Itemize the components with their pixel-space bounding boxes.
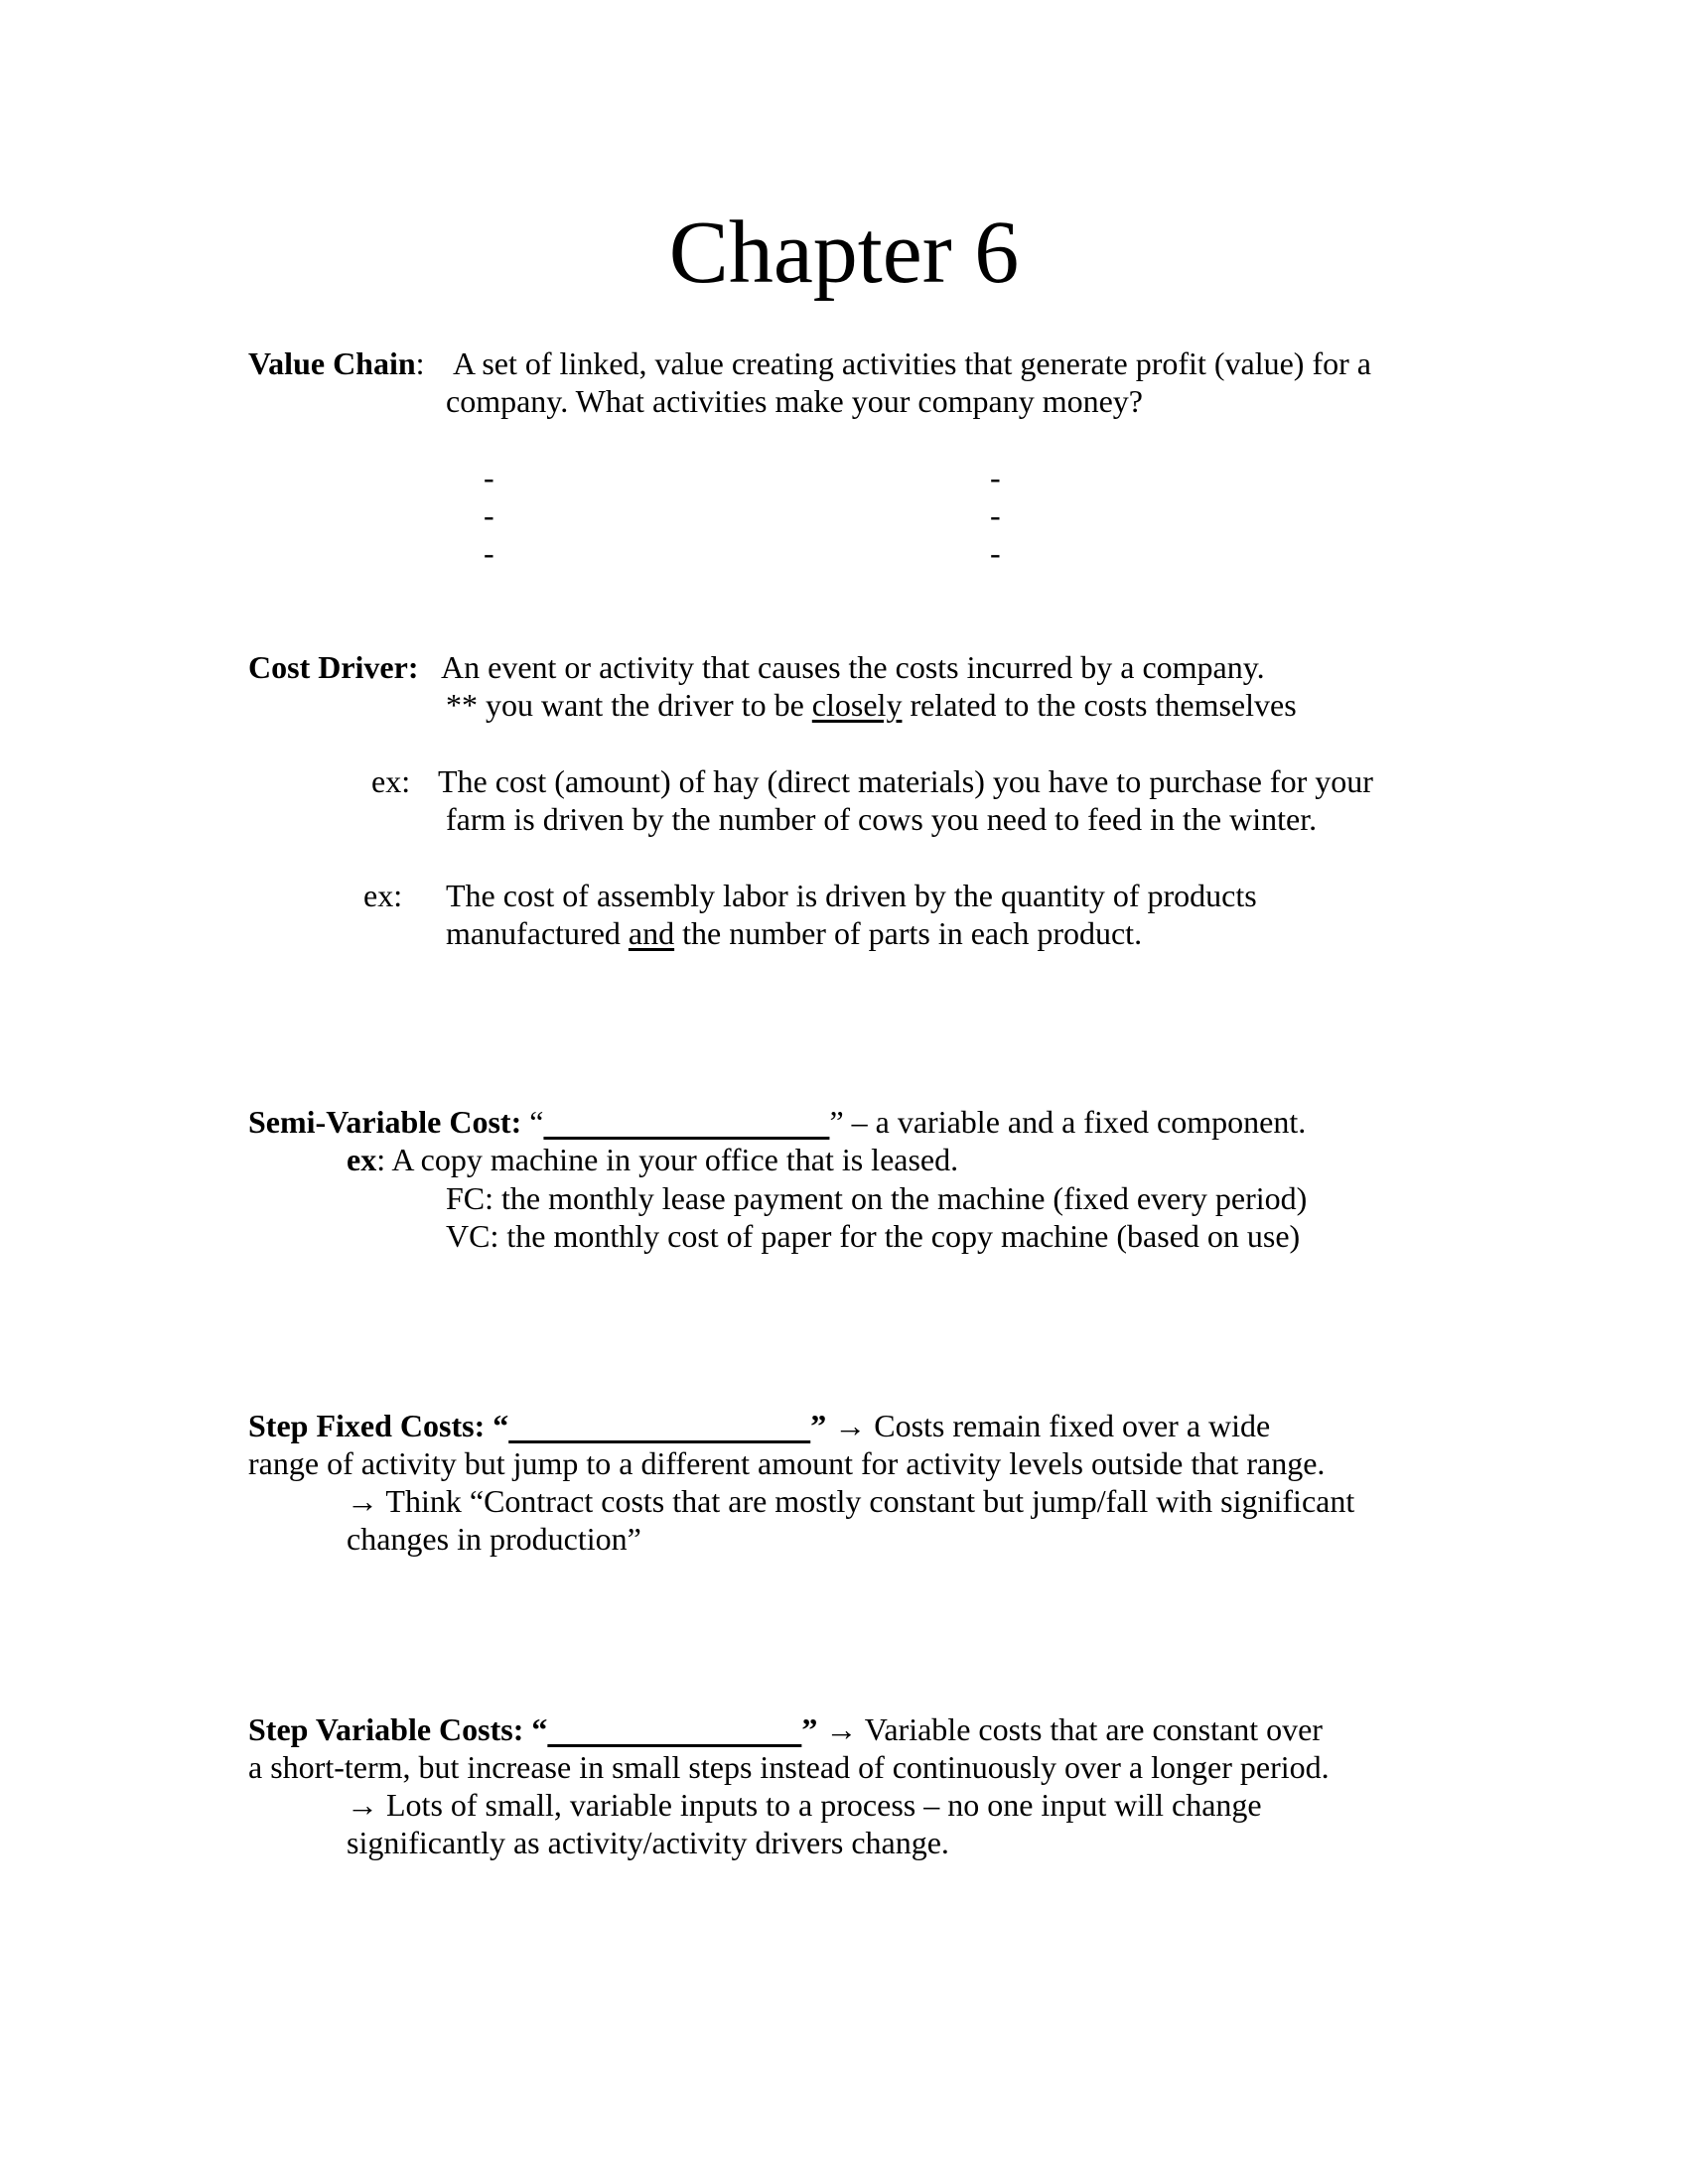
value-chain-dash-left-3: - — [484, 535, 494, 571]
value-chain-def-line2: company. What activities make your company money? — [446, 383, 1143, 419]
step-variable-costs-line — [248, 1710, 1323, 1748]
cost-driver-ex2-line2 — [446, 914, 1142, 952]
step-variable-line2: a short-term, but increase in small steps instead of continuously over a longer period. — [248, 1749, 1330, 1785]
step-fixed-open-quote: “ — [492, 1408, 509, 1443]
cost-driver-def-line1: An event or activity that causes the costs incurred by a company. — [441, 649, 1265, 685]
page-title: Chapter 6 — [668, 204, 1020, 302]
semi-variable-close: ” – a variable and a fixed component. — [829, 1104, 1307, 1140]
step-variable-note-line2: significantly as activity/activity drivers change. — [347, 1825, 949, 1860]
value-chain-dash-left-1: - — [484, 460, 494, 495]
step-variable-arrow-text: → Variable costs that are constant over — [817, 1711, 1323, 1747]
cost-driver-ex2-line2-emphasis: and — [628, 915, 675, 951]
step-fixed-costs-line — [248, 1407, 1270, 1444]
value-chain-dash-right-2: - — [990, 497, 1001, 533]
value-chain-dash-left-2: - — [484, 497, 494, 533]
semi-variable-cost-term: Semi-Variable Cost: — [248, 1104, 522, 1140]
cost-driver-note-post: related to the costs themselves — [902, 687, 1297, 723]
step-variable-open-quote: “ — [531, 1711, 548, 1747]
semi-variable-ex-label: ex — [347, 1142, 377, 1177]
cost-driver-ex1-line1: The cost (amount) of hay (direct materials) you have to purchase for your — [438, 763, 1373, 799]
step-variable-costs-term: Step Variable Costs: — [248, 1711, 524, 1747]
cost-driver-ex1-label: ex: — [371, 763, 411, 799]
semi-variable-vc: VC: the monthly cost of paper for the copy machine (based on use) — [446, 1218, 1301, 1254]
semi-variable-cost-line — [248, 1103, 1306, 1141]
semi-variable-example — [347, 1141, 958, 1178]
value-chain-dash-right-3: - — [990, 535, 1001, 571]
value-chain-def-line1: A set of linked, value creating activities that generate profit (value) for a — [453, 345, 1371, 381]
step-fixed-think-line1: → Think “Contract costs that are mostly constant but jump/fall with significant — [347, 1483, 1355, 1519]
cost-driver-ex2-line2-pre: manufactured — [446, 915, 629, 951]
step-fixed-blank — [508, 1408, 810, 1443]
semi-variable-fc: FC: the monthly lease payment on the machine (fixed every period) — [446, 1180, 1308, 1216]
step-fixed-arrow-text: → Costs remain fixed over a wide — [826, 1408, 1271, 1443]
cost-driver-ex2-line1: The cost of assembly labor is driven by the quantity of products — [446, 878, 1257, 913]
cost-driver-note-pre: ** you want the driver to be — [446, 687, 812, 723]
value-chain-term: Value Chain — [248, 345, 416, 381]
value-chain-dash-right-1: - — [990, 460, 1001, 495]
step-fixed-costs-term: Step Fixed Costs: — [248, 1408, 486, 1443]
semi-variable-blank — [543, 1104, 829, 1140]
value-chain-colon: : — [415, 345, 425, 381]
step-fixed-think-line2: changes in production” — [347, 1521, 641, 1557]
cost-driver-note — [446, 686, 1297, 724]
step-fixed-line2: range of activity but jump to a different amount for activity levels outside that range. — [248, 1445, 1326, 1481]
step-variable-close-quote: ” — [801, 1711, 818, 1747]
step-fixed-close-quote: ” — [810, 1408, 827, 1443]
step-variable-note-line1: → Lots of small, variable inputs to a process – no one input will change — [347, 1787, 1262, 1823]
semi-variable-ex-text: : A copy machine in your office that is leased. — [376, 1142, 959, 1177]
value-chain-definition — [248, 344, 425, 382]
cost-driver-ex2-label: ex: — [363, 878, 403, 913]
cost-driver-ex2-line2-post: the number of parts in each product. — [674, 915, 1143, 951]
semi-variable-open-quote: “ — [529, 1104, 544, 1140]
cost-driver-note-emphasis: closely — [811, 687, 903, 723]
cost-driver-ex1-line2: farm is driven by the number of cows you need to feed in the winter. — [446, 801, 1318, 837]
step-variable-blank — [547, 1711, 801, 1747]
cost-driver-term: Cost Driver: — [248, 649, 419, 685]
